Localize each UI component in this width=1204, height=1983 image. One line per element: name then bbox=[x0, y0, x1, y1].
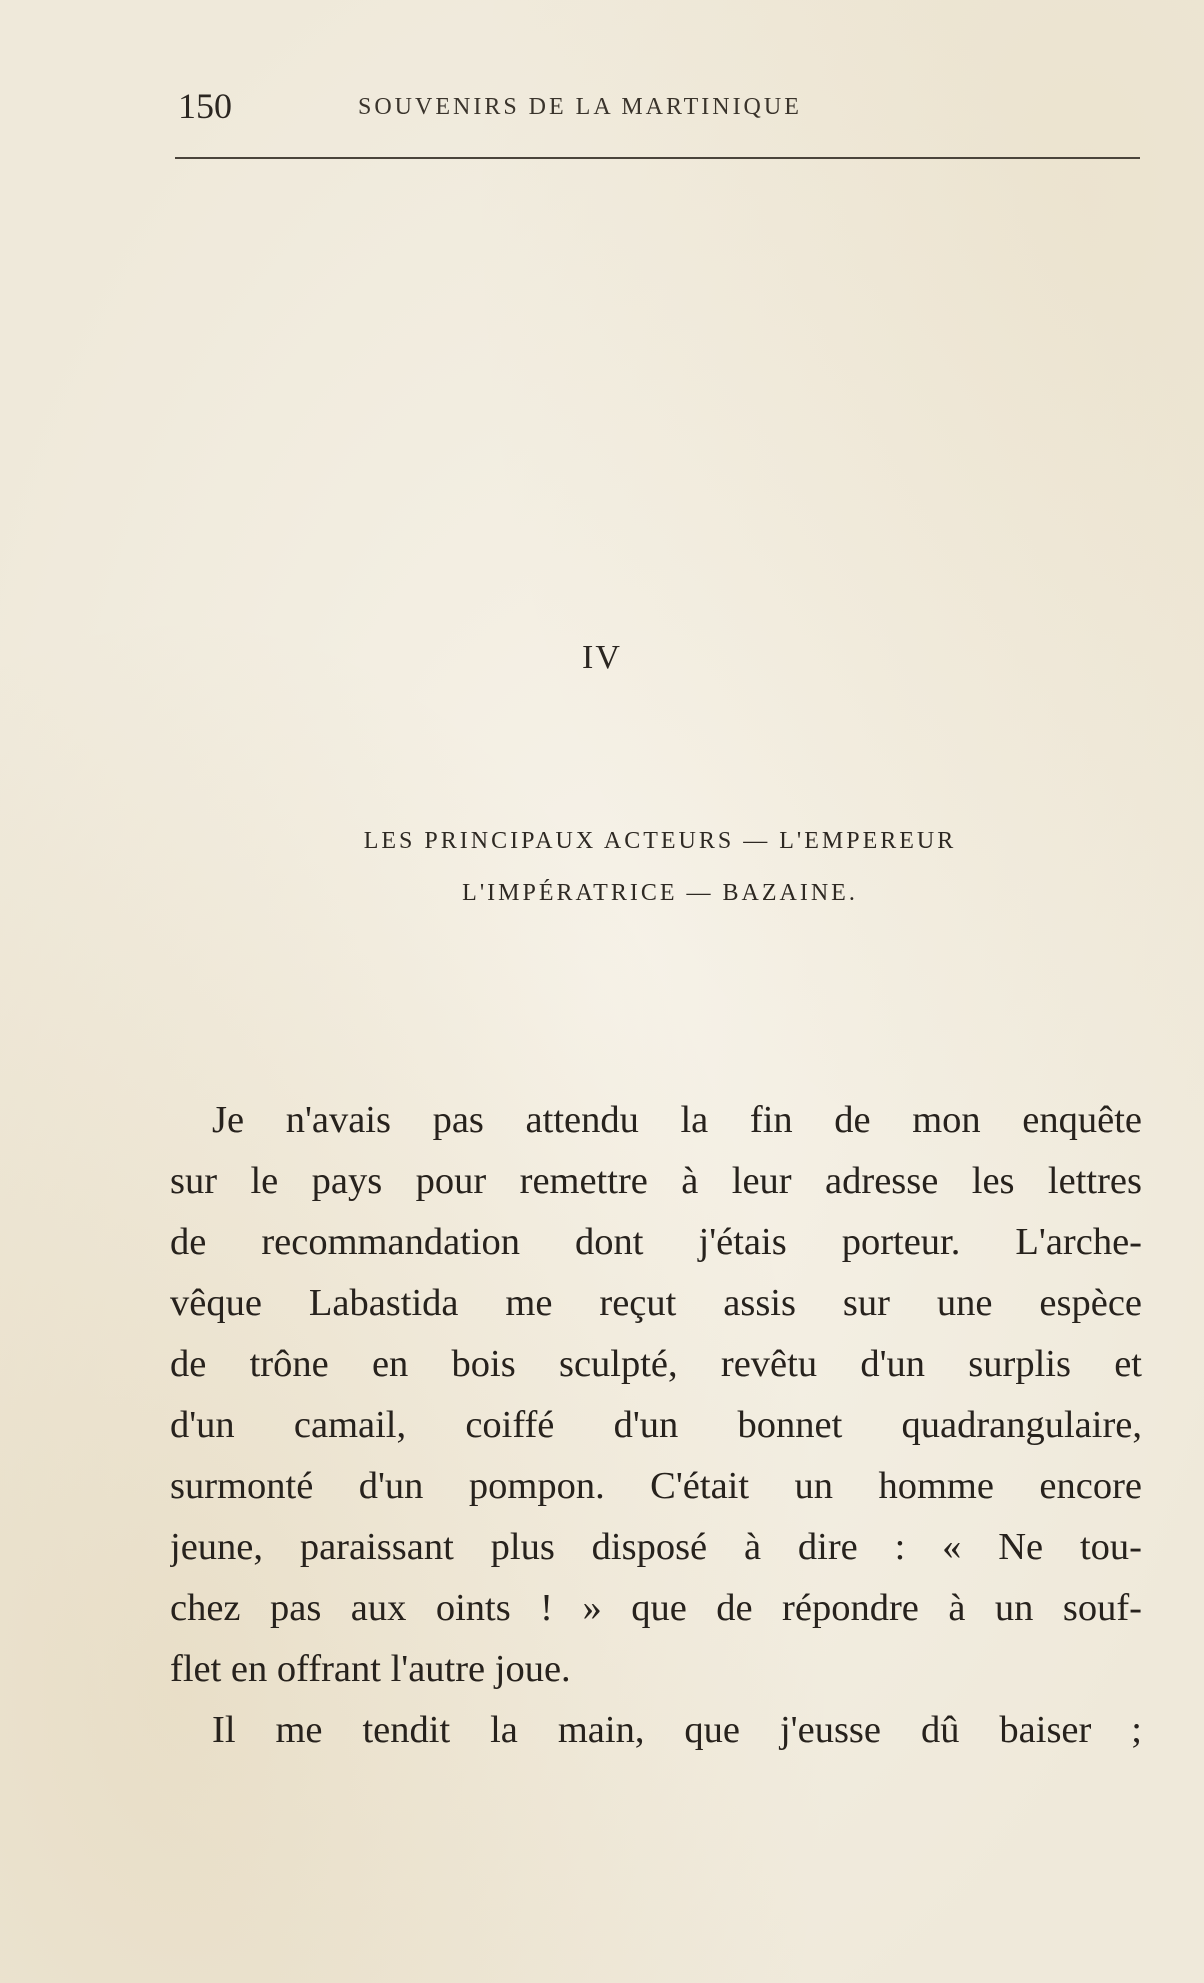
chapter-title-line: LES PRINCIPAUX ACTEURS — L'EMPEREUR bbox=[363, 828, 957, 854]
text-line: surmonté d'un pompon. C'était un homme encore bbox=[170, 1465, 1142, 1507]
text-line: flet en offrant l'autre joue. bbox=[170, 1648, 571, 1690]
text-line: vêque Labastida me reçut assis sur une espèce bbox=[170, 1282, 1142, 1324]
text-line: de trône en bois sculpté, revêtu d'un surplis et bbox=[170, 1343, 1142, 1385]
text-line: chez pas aux oints ! » que de répondre à un souf- bbox=[170, 1587, 1142, 1629]
text-line: jeune, paraissant plus disposé à dire : « Ne tou- bbox=[170, 1526, 1142, 1568]
header-rule bbox=[175, 157, 1140, 159]
paragraph bbox=[170, 1700, 1142, 1761]
chapter-title-line: L'IMPÉRATRICE — BAZAINE. bbox=[462, 880, 858, 906]
text-line: Je n'avais pas attendu la fin de mon enquête bbox=[212, 1099, 1142, 1141]
body-text bbox=[170, 1090, 1142, 1761]
text-line: Il me tendit la main, que j'eusse dû baiser ; bbox=[212, 1709, 1142, 1751]
text-line: d'un camail, coiffé d'un bonnet quadrangulaire, bbox=[170, 1404, 1142, 1446]
text-line: de recommandation dont j'étais porteur. L'arche- bbox=[170, 1221, 1142, 1263]
paragraph bbox=[170, 1090, 1142, 1700]
chapter-number: IV bbox=[582, 639, 622, 676]
running-title: SOUVENIRS DE LA MARTINIQUE bbox=[358, 94, 802, 120]
chapter-title bbox=[220, 815, 1100, 919]
running-head bbox=[178, 86, 1138, 126]
page-number: 150 bbox=[178, 86, 232, 126]
text-line: sur le pays pour remettre à leur adresse les lettres bbox=[170, 1160, 1142, 1202]
